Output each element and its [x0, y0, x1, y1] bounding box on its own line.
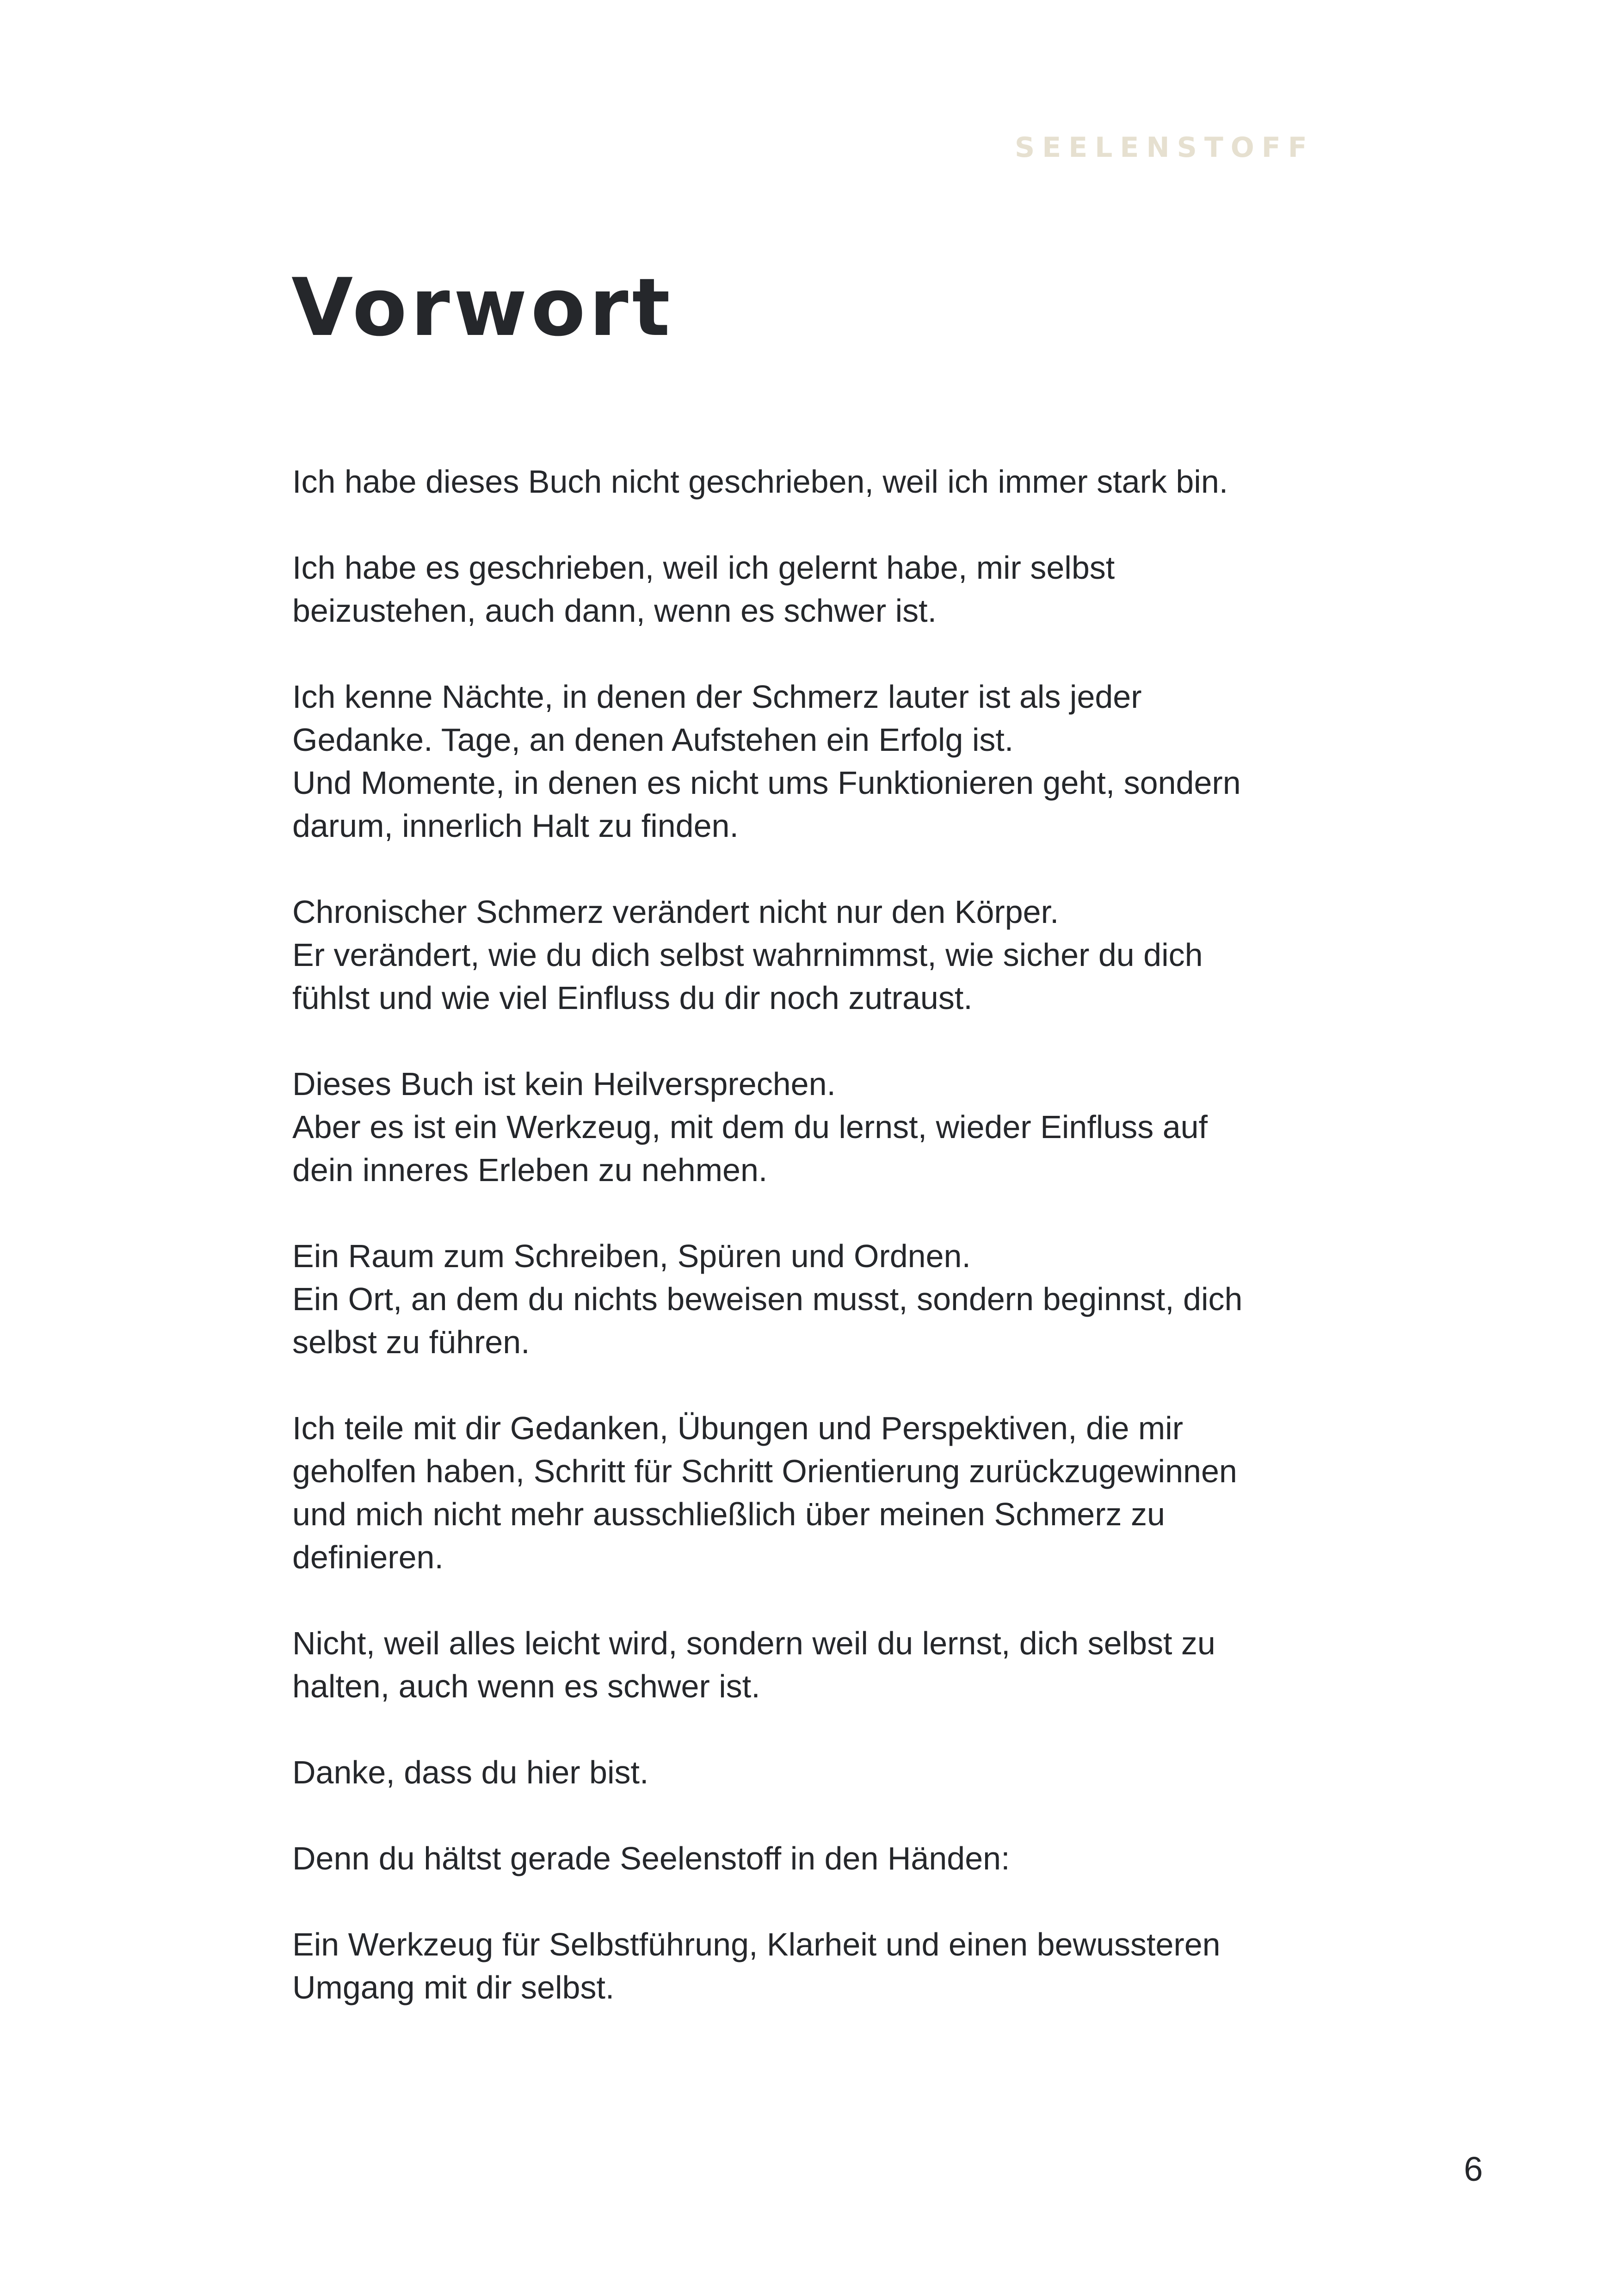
text-line: selbst zu führen.	[292, 1324, 530, 1360]
text-line: Ich teile mit dir Gedanken, Übungen und Perspektiven, die mir	[292, 1410, 1184, 1446]
text-line: Und Momente, in denen es nicht ums Funktionieren geht, sondern	[292, 765, 1241, 801]
paragraph	[292, 1751, 1375, 1794]
text-line: definieren.	[292, 1539, 444, 1575]
text-line: Umgang mit dir selbst.	[292, 1969, 615, 2005]
text-line: Dieses Buch ist kein Heilversprechen.	[292, 1066, 836, 1102]
text-line: Ein Raum zum Schreiben, Spüren und Ordnen.	[292, 1238, 971, 1274]
text-line: Ich habe dieses Buch nicht geschrieben, weil ich immer stark bin.	[292, 464, 1228, 500]
text-line: fühlst und wie viel Einfluss du dir noch zutraust.	[292, 980, 973, 1016]
page-number: 6	[1464, 2150, 1483, 2188]
text-line: und mich nicht mehr ausschließlich über meinen Schmerz zu	[292, 1496, 1165, 1532]
paragraph	[292, 546, 1375, 632]
text-line: Denn du hältst gerade Seelenstoff in den Händen:	[292, 1840, 1010, 1876]
paragraph	[292, 1235, 1375, 1364]
paragraph	[292, 1837, 1375, 1880]
running-header: SEELENSTOFF	[1015, 131, 1314, 164]
text-line: Ich habe es geschrieben, weil ich gelernt habe, mir selbst	[292, 550, 1115, 586]
text-line: Ein Werkzeug für Selbstführung, Klarheit und einen bewussteren	[292, 1926, 1221, 1962]
text-line: Ich kenne Nächte, in denen der Schmerz lauter ist als jeder	[292, 679, 1142, 715]
text-line: geholfen haben, Schritt für Schritt Orientierung zurückzugewinnen	[292, 1453, 1237, 1489]
paragraph	[292, 891, 1375, 1020]
paragraph	[292, 1923, 1375, 2009]
text-line: beizustehen, auch dann, wenn es schwer ist.	[292, 593, 937, 629]
text-line: Gedanke. Tage, an denen Aufstehen ein Erfolg ist.	[292, 722, 1014, 758]
paragraph	[292, 1407, 1375, 1579]
text-line: Nicht, weil alles leicht wird, sondern weil du lernst, dich selbst zu	[292, 1625, 1215, 1661]
text-line: Ein Ort, an dem du nichts beweisen musst, sondern beginnst, dich	[292, 1281, 1243, 1317]
paragraph	[292, 675, 1375, 848]
text-line: Danke, dass du hier bist.	[292, 1754, 649, 1790]
text-line: dein inneres Erleben zu nehmen.	[292, 1152, 768, 1188]
body-text	[292, 460, 1375, 2052]
text-line: Chronischer Schmerz verändert nicht nur den Körper.	[292, 894, 1059, 930]
paragraph	[292, 1622, 1375, 1708]
text-line: Er verändert, wie du dich selbst wahrnimmst, wie sicher du dich	[292, 937, 1203, 973]
text-line: Aber es ist ein Werkzeug, mit dem du lernst, wieder Einfluss auf	[292, 1109, 1208, 1145]
paragraph	[292, 460, 1375, 503]
text-line: darum, innerlich Halt zu finden.	[292, 808, 739, 844]
paragraph	[292, 1063, 1375, 1192]
text-line: halten, auch wenn es schwer ist.	[292, 1668, 760, 1704]
page-title: Vorwort	[291, 261, 674, 354]
